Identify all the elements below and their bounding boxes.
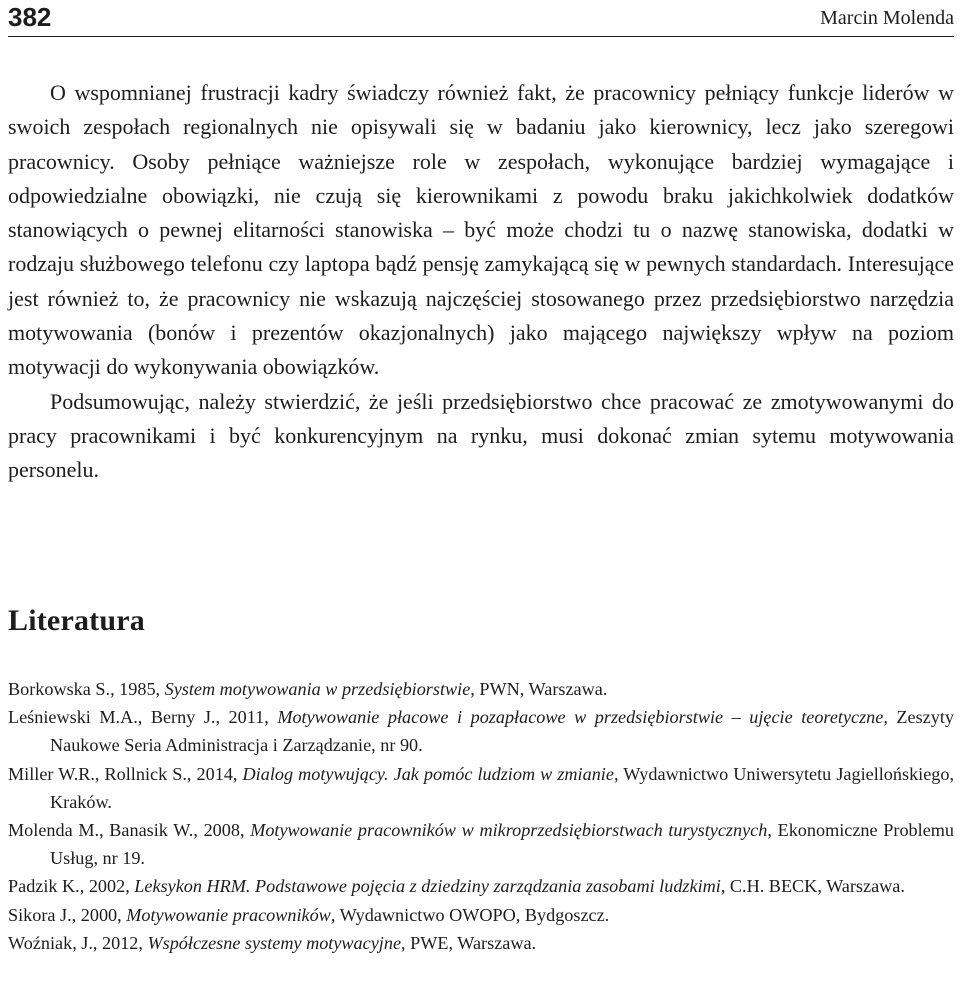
reference-entry: Molenda M., Banasik W., 2008, Motywowanie pracowników w mikroprzedsiębiorstwach turystycznych, Ekonomiczne Problemu Usług, nr 19. [8,820,955,869]
ref-publisher: PWE, Warszawa. [410,932,537,953]
ref-title: System motywowania w przedsiębiorstwie [164,679,471,699]
ref-authors: Sikora J. [8,904,72,925]
ref-year: 1985 [119,679,156,699]
ref-year: 2011 [228,707,265,728]
ref-authors: Woźniak, J. [8,932,93,953]
reference-entry: Leśniewski M.A., Berny J., 2011, Motywowanie płacowe i pozapłacowe w przedsiębiorstwie – ujęcie teoretyczne, Zeszyty Naukowe Seria Administracja i Zarządzanie, nr 90. [8,707,954,756]
ref-authors: Leśniewski M.A., Berny J. [8,707,216,728]
ref-year: 2002 [88,876,126,897]
reference-entry: Miller W.R., Rollnick S., 2014, Dialog motywujący. Jak pomóc ludziom w zmianie, Wydawnictwo Uniwersytetu Jagiellońskiego, Kraków. [8,763,955,812]
ref-year: 2008 [203,820,240,841]
ref-authors: Molenda M., Banasik W. [8,820,194,841]
ref-title: Współczesne systemy motywacyjne [147,932,402,953]
reference-entry: Padzik K., 2002, Leksykon HRM. Podstawowe pojęcia z dziedziny zarządzania zasobami ludzkimi, C.H. BECK, Warszawa. [8,876,905,897]
reference-list [8,675,954,957]
ref-title: Dialog motywujący. Jak pomóc ludziom w zmianie [242,763,614,784]
reference-entry: Sikora J., 2000, Motywowanie pracowników, Wydawnictwo OWOPO, Bydgoszcz. [8,904,610,925]
ref-publisher: Zeszyty Naukowe Seria Administracja i Zarządzanie, nr 90. [50,707,954,756]
running-head-author: Marcin Molenda [820,7,954,29]
page-number: 382 [8,2,52,32]
document-page [8,0,955,953]
ref-publisher: C.H. BECK, Warszawa. [729,876,905,897]
ref-year: 2000 [80,904,118,925]
body-text [8,76,954,488]
section-heading: Literatura [8,604,145,637]
paragraph: O wspomnianej frustracji kadry świadczy również fakt, że pracownicy pełniący funkcje liderów w swoich zespołach regionalnych nie opisywali się w badaniu jako kierownicy, lecz jako szeregowi pracownicy. Osoby pełniące ważniejsze role w zespołach, wykonujące bardziej wymagające i odpowiedzialne obowiązki, nie czują się kierownikami z powodu braku jakichkolwiek dodatków stanowiących o pewnej elitarności stanowiska – być może chodzi tu o nazwę stanowiska, dodatki w rodzaju służbowego telefonu czy laptopa bądź pensję zamykającą się w pewnych standardach. Interesujące jest również to, że pracownicy nie wskazują najczęściej stosowanego przez przedsiębiorstwo narzędzia motywowania (bonów i prezentów okazjonalnych) jako mającego największy wpływ na poziom motywacji do wykonywania obowiązków. [8,80,954,380]
ref-publisher: Wydawnictwo OWOPO, Bydgoszcz. [339,904,610,925]
reference-entry: Borkowska S., 1985, System motywowania w przedsiębiorstwie, PWN, Warszawa. [8,679,608,699]
ref-title: Motywowanie płacowe i pozapłacowe w przedsiębiorstwie – ujęcie teoretyczne [277,707,884,728]
ref-year: 2012 [102,932,139,953]
ref-title: Motywowanie pracowników w mikroprzedsiębiorstwach turystycznych [250,820,768,841]
ref-title: Motywowanie pracowników [126,904,331,925]
ref-year: 2014 [196,763,233,784]
ref-publisher: Wydawnictwo Uniwersytetu Jagiellońskiego, Kraków. [50,763,955,812]
ref-title: Leksykon HRM. Podstawowe pojęcia z dziedziny zarządzania zasobami ludzkimi [134,876,721,897]
ref-publisher: PWN, Warszawa. [479,679,608,699]
page-header [8,2,954,37]
ref-authors: Miller W.R., Rollnick S. [8,763,187,784]
ref-authors: Borkowska S. [8,679,111,699]
reference-entry: Woźniak, J., 2012, Współczesne systemy motywacyjne, PWE, Warszawa. [8,932,537,953]
ref-authors: Padzik K. [8,876,80,897]
paragraph: Podsumowując, należy stwierdzić, że jeśli przedsiębiorstwo chce pracować ze zmotywowanymi do pracy pracownikami i być konkurencyjnym na rynku, musi dokonać zmian sytemu motywowania personelu. [8,388,954,483]
ref-publisher: Ekonomiczne Problemu Usług, nr 19. [50,820,955,869]
